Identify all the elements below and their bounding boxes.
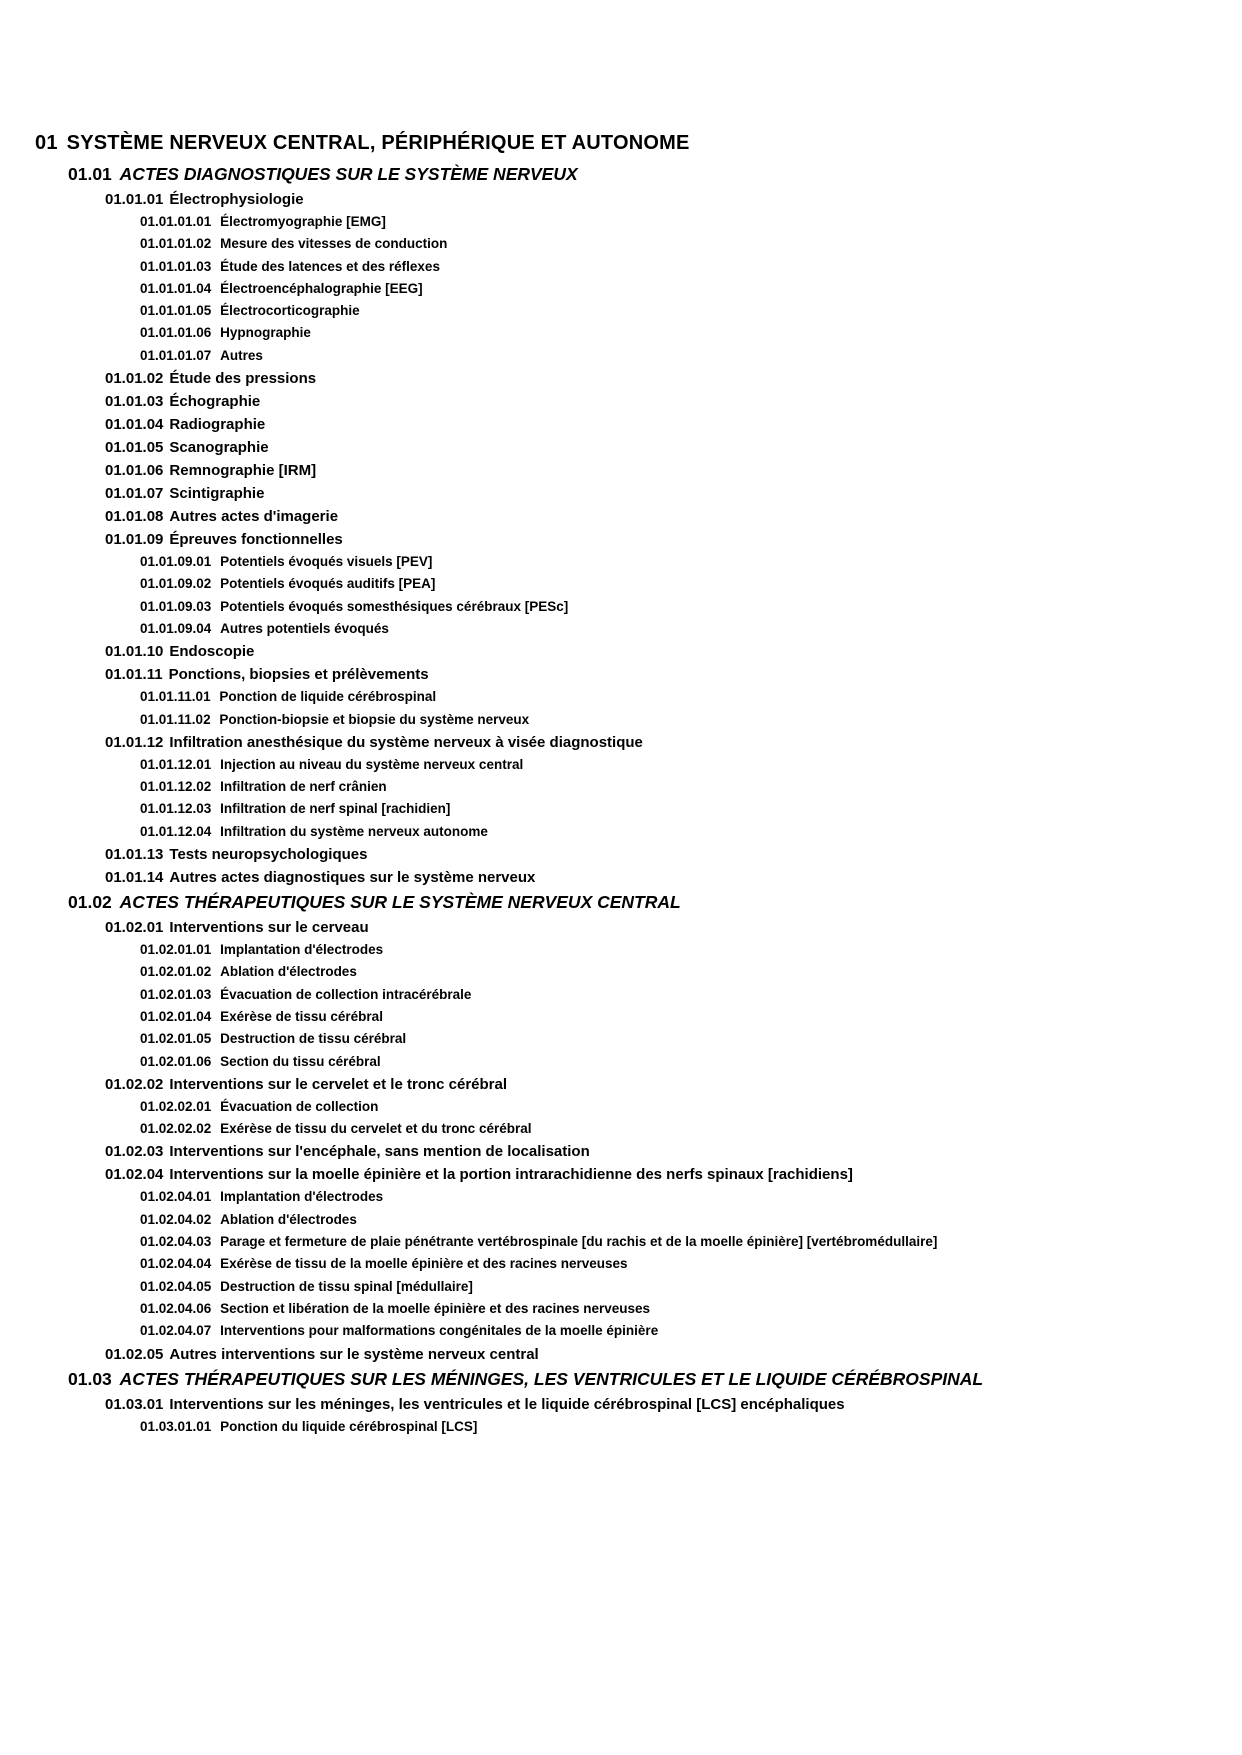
toc-item-label: Autres potentiels évoqués: [220, 620, 389, 636]
toc-item-code: 01.02.04.03: [140, 1234, 212, 1250]
toc-item: [68, 1366, 1222, 1392]
toc-item-code: 01.02.01.04: [140, 1008, 212, 1024]
toc-item: [140, 939, 1222, 961]
toc-item-code: 01.02.01.02: [140, 964, 212, 980]
toc-item-code: 01.01.01.05: [140, 303, 212, 319]
toc-item: [105, 866, 1222, 889]
toc-item: [140, 211, 1222, 233]
toc-item-label: Ponctions, biopsies et prélèvements: [168, 666, 429, 684]
toc-item-label: Implantation d'électrodes: [220, 1189, 384, 1205]
toc-item-label: Destruction de tissu spinal [médullaire]: [220, 1278, 473, 1294]
toc-item: [105, 640, 1222, 663]
toc-item: [140, 278, 1222, 300]
toc-item-label: Interventions sur le cerveau: [169, 919, 369, 937]
toc-item: [140, 233, 1222, 255]
toc-item-code: 01.01.14: [105, 869, 164, 887]
toc-item: [140, 618, 1222, 640]
toc-item: [140, 1028, 1222, 1050]
toc-item: [140, 686, 1222, 708]
toc-item-code: 01.01.12.01: [140, 756, 212, 772]
toc-item: [105, 1140, 1222, 1163]
toc-item-code: 01.01.13: [105, 846, 164, 864]
toc-item: [140, 596, 1222, 618]
toc-item-code: 01.01.08: [105, 508, 164, 526]
toc-item-label: ACTES THÉRAPEUTIQUES SUR LE SYSTÈME NERVEUX CENTRAL: [119, 892, 681, 913]
toc-item-label: Interventions sur la moelle épinière et la portion intrarachidienne des nerfs spinaux [rachidiens]: [169, 1166, 853, 1184]
toc-item-label: Ablation d'électrodes: [220, 964, 357, 980]
toc-item-code: 01.01.01.06: [140, 325, 212, 341]
toc-item-label: Scintigraphie: [169, 485, 265, 503]
toc-item: [140, 1253, 1222, 1275]
toc-item-label: Radiographie: [169, 416, 266, 434]
toc-item-code: 01.01.01.01: [140, 214, 212, 229]
toc-item: [140, 1096, 1222, 1118]
toc-item-label: Implantation d'électrodes: [220, 942, 384, 958]
toc-item: [140, 1006, 1222, 1028]
toc-item: [105, 528, 1222, 551]
page-title: [35, 128, 1222, 158]
toc-item-label: Électrophysiologie: [169, 191, 304, 208]
toc-item: [140, 961, 1222, 983]
toc-item-label: Étude des pressions: [169, 370, 317, 388]
toc-item: [140, 754, 1222, 776]
toc-item-code: 01.01.12.04: [140, 823, 212, 839]
toc-item: [105, 1393, 1222, 1416]
toc-item: [105, 663, 1222, 686]
toc-item-code: 01.01.01.03: [140, 258, 212, 274]
toc-item: [105, 1343, 1222, 1366]
toc-item-code: 01.01.06: [105, 462, 164, 480]
toc-item-label: ACTES DIAGNOSTIQUES SUR LE SYSTÈME NERVEUX: [119, 164, 578, 184]
toc-item-code: 01.02.01.05: [140, 1031, 212, 1047]
toc-item-code: 01.02.04: [105, 1166, 164, 1184]
toc-item-code: 01.01: [68, 164, 112, 184]
toc-item-label: Endoscopie: [169, 643, 255, 661]
toc-item: [105, 367, 1222, 390]
toc-item: [105, 1073, 1222, 1096]
toc-item-code: 01.02.05: [105, 1345, 164, 1363]
toc-item-label: Autres interventions sur le système nerveux central: [169, 1345, 539, 1363]
toc-item-code: 01.01.11: [105, 666, 163, 684]
toc-item-code: 01.01.09.02: [140, 576, 212, 592]
toc-item-label: Électroencéphalographie [EEG]: [220, 280, 423, 296]
toc-item-label: Autres actes diagnostiques sur le système nerveux: [169, 869, 536, 887]
toc-list: [35, 128, 1222, 1438]
toc-item-label: Exérèse de tissu cérébral: [220, 1008, 383, 1024]
toc-item: [140, 821, 1222, 843]
toc-item: [140, 776, 1222, 798]
toc-item-label: Potentiels évoqués visuels [PEV]: [220, 554, 433, 570]
toc-item: [68, 889, 1222, 915]
toc-item-label: Autres: [220, 347, 263, 363]
toc-item-code: 01.02.01: [105, 919, 164, 937]
toc-item-label: Interventions sur l'encéphale, sans mention de localisation: [169, 1143, 590, 1161]
toc-item-code: 01.03.01.01: [140, 1418, 212, 1434]
toc-item-label: Ponction-biopsie et biopsie du système nerveux: [219, 711, 530, 727]
toc-item-label: Interventions sur le cervelet et le tronc cérébral: [169, 1075, 508, 1093]
toc-item-code: 01.01.09: [105, 531, 164, 549]
toc-item-label: Mesure des vitesses de conduction: [220, 236, 448, 252]
toc-item: [68, 161, 1222, 187]
toc-item-label: Potentiels évoqués auditifs [PEA]: [220, 576, 436, 592]
toc-item-code: 01.01.01: [105, 191, 164, 208]
toc-item-code: 01.03: [68, 1368, 112, 1389]
toc-item-label: Épreuves fonctionnelles: [169, 531, 343, 549]
toc-item-label: Interventions sur les méninges, les ventricules et le liquide cérébrospinal [LCS] encéphaliques: [169, 1395, 845, 1413]
document-page: [35, 128, 1222, 1438]
toc-item: [140, 1186, 1222, 1208]
toc-item: [140, 1298, 1222, 1320]
toc-item: [140, 345, 1222, 367]
toc-item: [105, 843, 1222, 866]
toc-item-code: 01.02.04.05: [140, 1278, 212, 1294]
toc-item-label: Section et libération de la moelle épinière et des racines nerveuses: [220, 1300, 651, 1316]
toc-item-label: Infiltration de nerf spinal [rachidien]: [220, 801, 451, 817]
toc-item-code: 01.01.12.02: [140, 779, 212, 795]
toc-item-label: Interventions pour malformations congénitales de la moelle épinière: [220, 1323, 659, 1339]
toc-item-code: 01.02.04.02: [140, 1211, 212, 1227]
toc-item-label: Hypnographie: [220, 325, 311, 341]
toc-item-code: 01.01.12: [105, 733, 164, 751]
toc-item-code: 01.02: [68, 892, 112, 913]
toc-item: [105, 1163, 1222, 1186]
toc-item-label: Exérèse de tissu du cervelet et du tronc cérébral: [220, 1121, 532, 1137]
toc-item-code: 01.01.09.03: [140, 598, 212, 614]
toc-item: [140, 1209, 1222, 1231]
toc-item-label: Destruction de tissu cérébral: [220, 1031, 407, 1047]
toc-item-label: Évacuation de collection: [220, 1098, 379, 1114]
toc-item-label: ACTES THÉRAPEUTIQUES SUR LES MÉNINGES, LES VENTRICULES ET LE LIQUIDE CÉRÉBROSPINAL: [119, 1368, 984, 1389]
toc-item: [140, 1231, 1222, 1253]
toc-item: [105, 413, 1222, 436]
toc-item-code: 01.01.03: [105, 393, 164, 411]
toc-item: [105, 731, 1222, 754]
toc-item-label: Parage et fermeture de plaie pénétrante vertébrospinale [du rachis et de la moelle épinière] [vertébromédullaire]: [220, 1234, 938, 1250]
toc-item: [140, 551, 1222, 573]
toc-item-label: Scanographie: [169, 439, 269, 457]
toc-item: [140, 322, 1222, 344]
toc-item-code: 01: [35, 132, 58, 154]
toc-item-label: Étude des latences et des réflexes: [220, 258, 440, 274]
toc-item: [140, 300, 1222, 322]
toc-item-code: 01.01.05: [105, 439, 164, 457]
toc-item-code: 01.01.01.04: [140, 280, 212, 296]
toc-item-code: 01.01.07: [105, 485, 164, 503]
toc-item-code: 01.02.04.04: [140, 1256, 212, 1272]
toc-item: [140, 256, 1222, 278]
toc-item-label: Tests neuropsychologiques: [169, 846, 368, 864]
toc-item-label: Remnographie [IRM]: [169, 462, 317, 480]
toc-item-code: 01.01.09.04: [140, 620, 212, 636]
toc-item-code: 01.01.02: [105, 370, 164, 388]
toc-item-label: Autres actes d'imagerie: [169, 508, 339, 526]
toc-item-label: Ponction du liquide cérébrospinal [LCS]: [220, 1418, 478, 1434]
toc-item: [105, 505, 1222, 528]
toc-item: [105, 188, 1222, 211]
toc-item: [105, 459, 1222, 482]
toc-item: [140, 984, 1222, 1006]
toc-item-label: Ablation d'électrodes: [220, 1211, 357, 1227]
toc-item-label: Potentiels évoqués somesthésiques cérébraux [PESc]: [220, 598, 569, 614]
toc-item-code: 01.02.01.06: [140, 1053, 212, 1069]
toc-item-label: Échographie: [169, 393, 261, 411]
toc-item-label: Exérèse de tissu de la moelle épinière et des racines nerveuses: [220, 1256, 628, 1272]
toc-item-label: Ponction de liquide cérébrospinal: [219, 689, 437, 705]
toc-item-code: 01.02.01.01: [140, 942, 212, 958]
toc-item: [140, 709, 1222, 731]
toc-item-code: 01.01.01.07: [140, 347, 212, 363]
toc-item-code: 01.01.11.02: [140, 711, 211, 727]
toc-item-code: 01.01.11.01: [140, 689, 211, 705]
toc-item-code: 01.03.01: [105, 1395, 164, 1413]
toc-item: [140, 1118, 1222, 1140]
toc-item-code: 01.02.01.03: [140, 986, 212, 1002]
toc-item-label: Infiltration de nerf crânien: [220, 779, 387, 795]
toc-item-code: 01.02.02.01: [140, 1098, 212, 1114]
toc-item-code: 01.02.04.01: [140, 1189, 212, 1205]
toc-item-code: 01.02.04.07: [140, 1323, 212, 1339]
toc-item: [105, 436, 1222, 459]
toc-item-code: 01.02.03: [105, 1143, 164, 1161]
toc-item-code: 01.02.02: [105, 1075, 164, 1093]
toc-item-code: 01.01.04: [105, 416, 164, 434]
toc-item: [140, 1276, 1222, 1298]
toc-item-label: Injection au niveau du système nerveux central: [220, 756, 524, 772]
toc-item: [105, 390, 1222, 413]
toc-item-label: SYSTÈME NERVEUX CENTRAL, PÉRIPHÉRIQUE ET AUTONOME: [66, 132, 690, 154]
toc-item: [140, 798, 1222, 820]
toc-item: [140, 573, 1222, 595]
toc-item: [140, 1416, 1222, 1438]
toc-item-label: Électrocorticographie: [220, 303, 360, 319]
toc-item-label: Infiltration anesthésique du système nerveux à visée diagnostique: [169, 733, 643, 751]
toc-item: [140, 1051, 1222, 1073]
toc-item-code: 01.02.04.06: [140, 1300, 212, 1316]
toc-item: [105, 916, 1222, 939]
toc-item-label: Évacuation de collection intracérébrale: [220, 986, 472, 1002]
toc-item: [140, 1320, 1222, 1342]
toc-item-code: 01.01.12.03: [140, 801, 212, 817]
toc-item-label: Infiltration du système nerveux autonome: [220, 823, 488, 839]
toc-item-code: 01.01.10: [105, 643, 164, 661]
toc-item: [105, 482, 1222, 505]
toc-item-label: Section du tissu cérébral: [220, 1053, 381, 1069]
toc-item-code: 01.02.02.02: [140, 1121, 212, 1137]
toc-item-label: Électromyographie [EMG]: [220, 214, 386, 229]
toc-item-code: 01.01.01.02: [140, 236, 212, 252]
toc-item-code: 01.01.09.01: [140, 554, 212, 570]
